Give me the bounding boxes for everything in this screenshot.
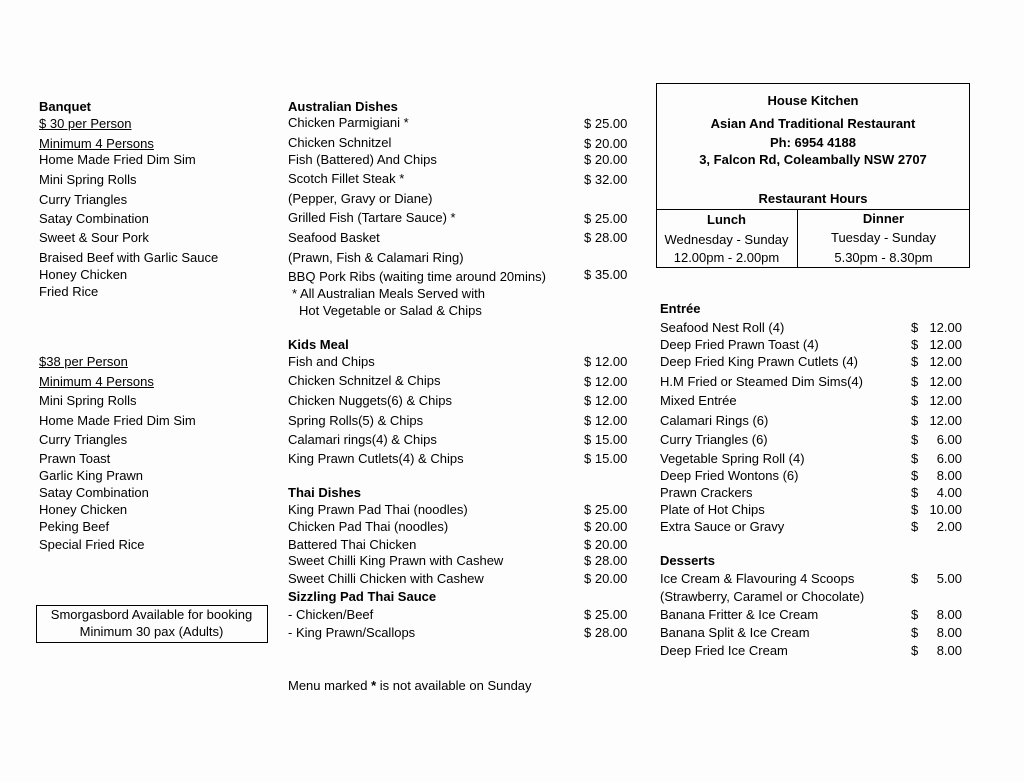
menu-item-price: 4.00 bbox=[936, 485, 962, 500]
menu-item-name: Calamari Rings (6) bbox=[660, 413, 769, 428]
menu-item-price: 12.00 bbox=[929, 413, 962, 428]
sizzling-title: Sizzling Pad Thai Sauce bbox=[288, 589, 437, 604]
menu-item-name: Mixed Entrée bbox=[660, 393, 737, 408]
list-item: Curry Triangles bbox=[39, 192, 128, 207]
menu-item-price: $ 28.00 bbox=[584, 625, 628, 640]
banquet-set2-price: $38 per Person bbox=[39, 354, 128, 369]
menu-item-price: $ 25.00 bbox=[584, 211, 628, 226]
menu-item-name: Scotch Fillet Steak * bbox=[288, 171, 405, 186]
australian-title: Australian Dishes bbox=[288, 99, 398, 114]
price-currency: $ bbox=[911, 354, 919, 369]
menu-item-name: Chicken Nuggets(6) & Chips bbox=[288, 393, 453, 408]
smorgasbord-line2: Minimum 30 pax (Adults) bbox=[79, 624, 224, 639]
menu-item-name: Calamari rings(4) & Chips bbox=[288, 432, 437, 447]
menu-item-price: $ 25.00 bbox=[584, 607, 628, 622]
menu-item-price: $ 12.00 bbox=[584, 374, 628, 389]
menu-item-price: $ 25.00 bbox=[584, 502, 628, 517]
dinner-days: Tuesday - Sunday bbox=[830, 230, 937, 245]
australian-note-line1: * All Australian Meals Served with bbox=[292, 286, 485, 301]
menu-item-name: Deep Fried Prawn Toast (4) bbox=[660, 337, 819, 352]
menu-item-name: Grilled Fish (Tartare Sauce) * bbox=[288, 210, 456, 225]
menu-item-name: Seafood Basket bbox=[288, 230, 380, 245]
list-item: Curry Triangles bbox=[39, 432, 128, 447]
list-item: Honey Chicken bbox=[39, 267, 128, 282]
footnote-star: * bbox=[371, 678, 377, 693]
menu-item-name: Sweet Chilli King Prawn with Cashew bbox=[288, 553, 504, 568]
menu-item-price: 8.00 bbox=[936, 625, 962, 640]
menu-item-name: (Pepper, Gravy or Diane) bbox=[288, 191, 433, 206]
footnote bbox=[288, 678, 532, 693]
restaurant-phone: Ph: 6954 4188 bbox=[769, 135, 856, 150]
menu-item-price: 12.00 bbox=[929, 393, 962, 408]
price-currency: $ bbox=[911, 571, 919, 586]
menu-item-name: Spring Rolls(5) & Chips bbox=[288, 413, 424, 428]
price-currency: $ bbox=[911, 468, 919, 483]
menu-item-name: King Prawn Cutlets(4) & Chips bbox=[288, 451, 464, 466]
menu-item-price: 8.00 bbox=[936, 607, 962, 622]
menu-item-name: Chicken Parmigiani * bbox=[288, 115, 409, 130]
menu-item-name: Battered Thai Chicken bbox=[288, 537, 417, 552]
menu-item-name: Extra Sauce or Gravy bbox=[660, 519, 785, 534]
price-currency: $ bbox=[911, 337, 919, 352]
menu-item-name: Prawn Crackers bbox=[660, 485, 753, 500]
list-item: Garlic King Prawn bbox=[39, 468, 144, 483]
list-item: Special Fried Rice bbox=[39, 537, 145, 552]
dinner-time: 5.30pm - 8.30pm bbox=[834, 250, 933, 265]
menu-item-name: Chicken Pad Thai (noodles) bbox=[288, 519, 449, 534]
list-item: Honey Chicken bbox=[39, 502, 128, 517]
hours-divider bbox=[656, 209, 970, 210]
menu-item-price: 6.00 bbox=[936, 451, 962, 466]
price-currency: $ bbox=[911, 502, 919, 517]
menu-item-name: Deep Fried Wontons (6) bbox=[660, 468, 799, 483]
smorgasbord-box bbox=[36, 605, 268, 643]
restaurant-subtitle: Asian And Traditional Restaurant bbox=[710, 116, 916, 131]
menu-item-name: Deep Fried Ice Cream bbox=[660, 643, 788, 658]
price-currency: $ bbox=[911, 451, 919, 466]
list-item: Fried Rice bbox=[39, 284, 99, 299]
banquet-set1-min: Minimum 4 Persons bbox=[39, 136, 154, 151]
menu-item-price: $ 28.00 bbox=[584, 553, 628, 568]
list-item: Prawn Toast bbox=[39, 451, 111, 466]
list-item: Home Made Fried Dim Sim bbox=[39, 152, 196, 167]
menu-item-name: Banana Fritter & Ice Cream bbox=[660, 607, 819, 622]
menu-item-price: 5.00 bbox=[936, 571, 962, 586]
footnote-post: is not available on Sunday bbox=[376, 678, 532, 693]
menu-item-price: $ 20.00 bbox=[584, 571, 628, 586]
menu-item-price: 12.00 bbox=[929, 374, 962, 389]
menu-item-price: $ 28.00 bbox=[584, 230, 628, 245]
price-currency: $ bbox=[911, 374, 919, 389]
menu-item-price: 10.00 bbox=[929, 502, 962, 517]
menu-item-price: $ 20.00 bbox=[584, 152, 628, 167]
footnote-pre: Menu marked bbox=[288, 678, 372, 693]
menu-item-name: Ice Cream & Flavouring 4 Scoops bbox=[660, 571, 855, 586]
menu-item-price: 12.00 bbox=[929, 337, 962, 352]
menu-item-price: $ 15.00 bbox=[584, 432, 628, 447]
menu-item-price: 6.00 bbox=[936, 432, 962, 447]
list-item: Home Made Fried Dim Sim bbox=[39, 413, 196, 428]
menu-item-name: BBQ Pork Ribs (waiting time around 20mins) bbox=[288, 269, 546, 284]
list-item: Satay Combination bbox=[39, 485, 149, 500]
menu-item-price: $ 32.00 bbox=[584, 172, 628, 187]
menu-item-price: 2.00 bbox=[936, 519, 962, 534]
menu-item-price: $ 20.00 bbox=[584, 136, 628, 151]
menu-item-price: $ 20.00 bbox=[584, 537, 628, 552]
thai-title: Thai Dishes bbox=[288, 485, 361, 500]
menu-item-price: $ 12.00 bbox=[584, 354, 628, 369]
menu-item-price: $ 20.00 bbox=[584, 519, 628, 534]
menu-item-name: Curry Triangles (6) bbox=[660, 432, 768, 447]
price-currency: $ bbox=[911, 393, 919, 408]
list-item: Mini Spring Rolls bbox=[39, 172, 137, 187]
smorgasbord-line1: Smorgasbord Available for booking bbox=[50, 607, 253, 622]
menu-item-price: 12.00 bbox=[929, 320, 962, 335]
menu-item-price: $ 12.00 bbox=[584, 413, 628, 428]
list-item: Braised Beef with Garlic Sauce bbox=[39, 250, 219, 265]
list-item: Sweet & Sour Pork bbox=[39, 230, 149, 245]
menu-item-name: Fish (Battered) And Chips bbox=[288, 152, 437, 167]
list-item: Satay Combination bbox=[39, 211, 149, 226]
price-currency: $ bbox=[911, 320, 919, 335]
menu-item-price: $ 15.00 bbox=[584, 451, 628, 466]
australian-note-line2: Hot Vegetable or Salad & Chips bbox=[299, 303, 482, 318]
banquet-title: Banquet bbox=[39, 99, 91, 114]
menu-item-name: Deep Fried King Prawn Cutlets (4) bbox=[660, 354, 858, 369]
menu-item-name: Sweet Chilli Chicken with Cashew bbox=[288, 571, 484, 586]
menu-item-name: King Prawn Pad Thai (noodles) bbox=[288, 502, 468, 517]
menu-item-price: 12.00 bbox=[929, 354, 962, 369]
menu-item-name: - Chicken/Beef bbox=[288, 607, 374, 622]
menu-item-name: H.M Fried or Steamed Dim Sims(4) bbox=[660, 374, 863, 389]
dinner-label: Dinner bbox=[862, 211, 905, 226]
menu-item-price: $ 12.00 bbox=[584, 393, 628, 408]
price-currency: $ bbox=[911, 413, 919, 428]
lunch-days: Wednesday - Sunday bbox=[664, 232, 789, 247]
desserts-title: Desserts bbox=[660, 553, 715, 568]
menu-item-price: 8.00 bbox=[936, 643, 962, 658]
menu-item-name: (Strawberry, Caramel or Chocolate) bbox=[660, 589, 865, 604]
price-currency: $ bbox=[911, 432, 919, 447]
price-currency: $ bbox=[911, 607, 919, 622]
menu-item-name: Fish and Chips bbox=[288, 354, 375, 369]
menu-item-price: $ 35.00 bbox=[584, 267, 628, 282]
menu-item-name: (Prawn, Fish & Calamari Ring) bbox=[288, 250, 464, 265]
menu-item-name: Chicken Schnitzel bbox=[288, 135, 392, 150]
menu-item-name: Vegetable Spring Roll (4) bbox=[660, 451, 805, 466]
menu-item-name: Chicken Schnitzel & Chips bbox=[288, 373, 441, 388]
list-item: Mini Spring Rolls bbox=[39, 393, 137, 408]
price-currency: $ bbox=[911, 625, 919, 640]
banquet-set1-price: $ 30 per Person bbox=[39, 116, 132, 131]
restaurant-address: 3, Falcon Rd, Coleambally NSW 2707 bbox=[699, 152, 927, 167]
lunch-label: Lunch bbox=[707, 212, 746, 227]
menu-item-name: Banana Split & Ice Cream bbox=[660, 625, 810, 640]
menu-item-price: 8.00 bbox=[936, 468, 962, 483]
price-currency: $ bbox=[911, 643, 919, 658]
restaurant-name: House Kitchen bbox=[767, 93, 859, 108]
lunch-time: 12.00pm - 2.00pm bbox=[673, 250, 780, 265]
menu-item-name: - King Prawn/Scallops bbox=[288, 625, 416, 640]
banquet-set2-min: Minimum 4 Persons bbox=[39, 374, 154, 389]
price-currency: $ bbox=[911, 519, 919, 534]
menu-item-price: $ 25.00 bbox=[584, 116, 628, 131]
entree-title: Entrée bbox=[660, 301, 701, 316]
hours-title: Restaurant Hours bbox=[758, 191, 868, 206]
kids-title: Kids Meal bbox=[288, 337, 349, 352]
menu-item-name: Plate of Hot Chips bbox=[660, 502, 765, 517]
price-currency: $ bbox=[911, 485, 919, 500]
menu-item-name: Seafood Nest Roll (4) bbox=[660, 320, 785, 335]
list-item: Peking Beef bbox=[39, 519, 110, 534]
